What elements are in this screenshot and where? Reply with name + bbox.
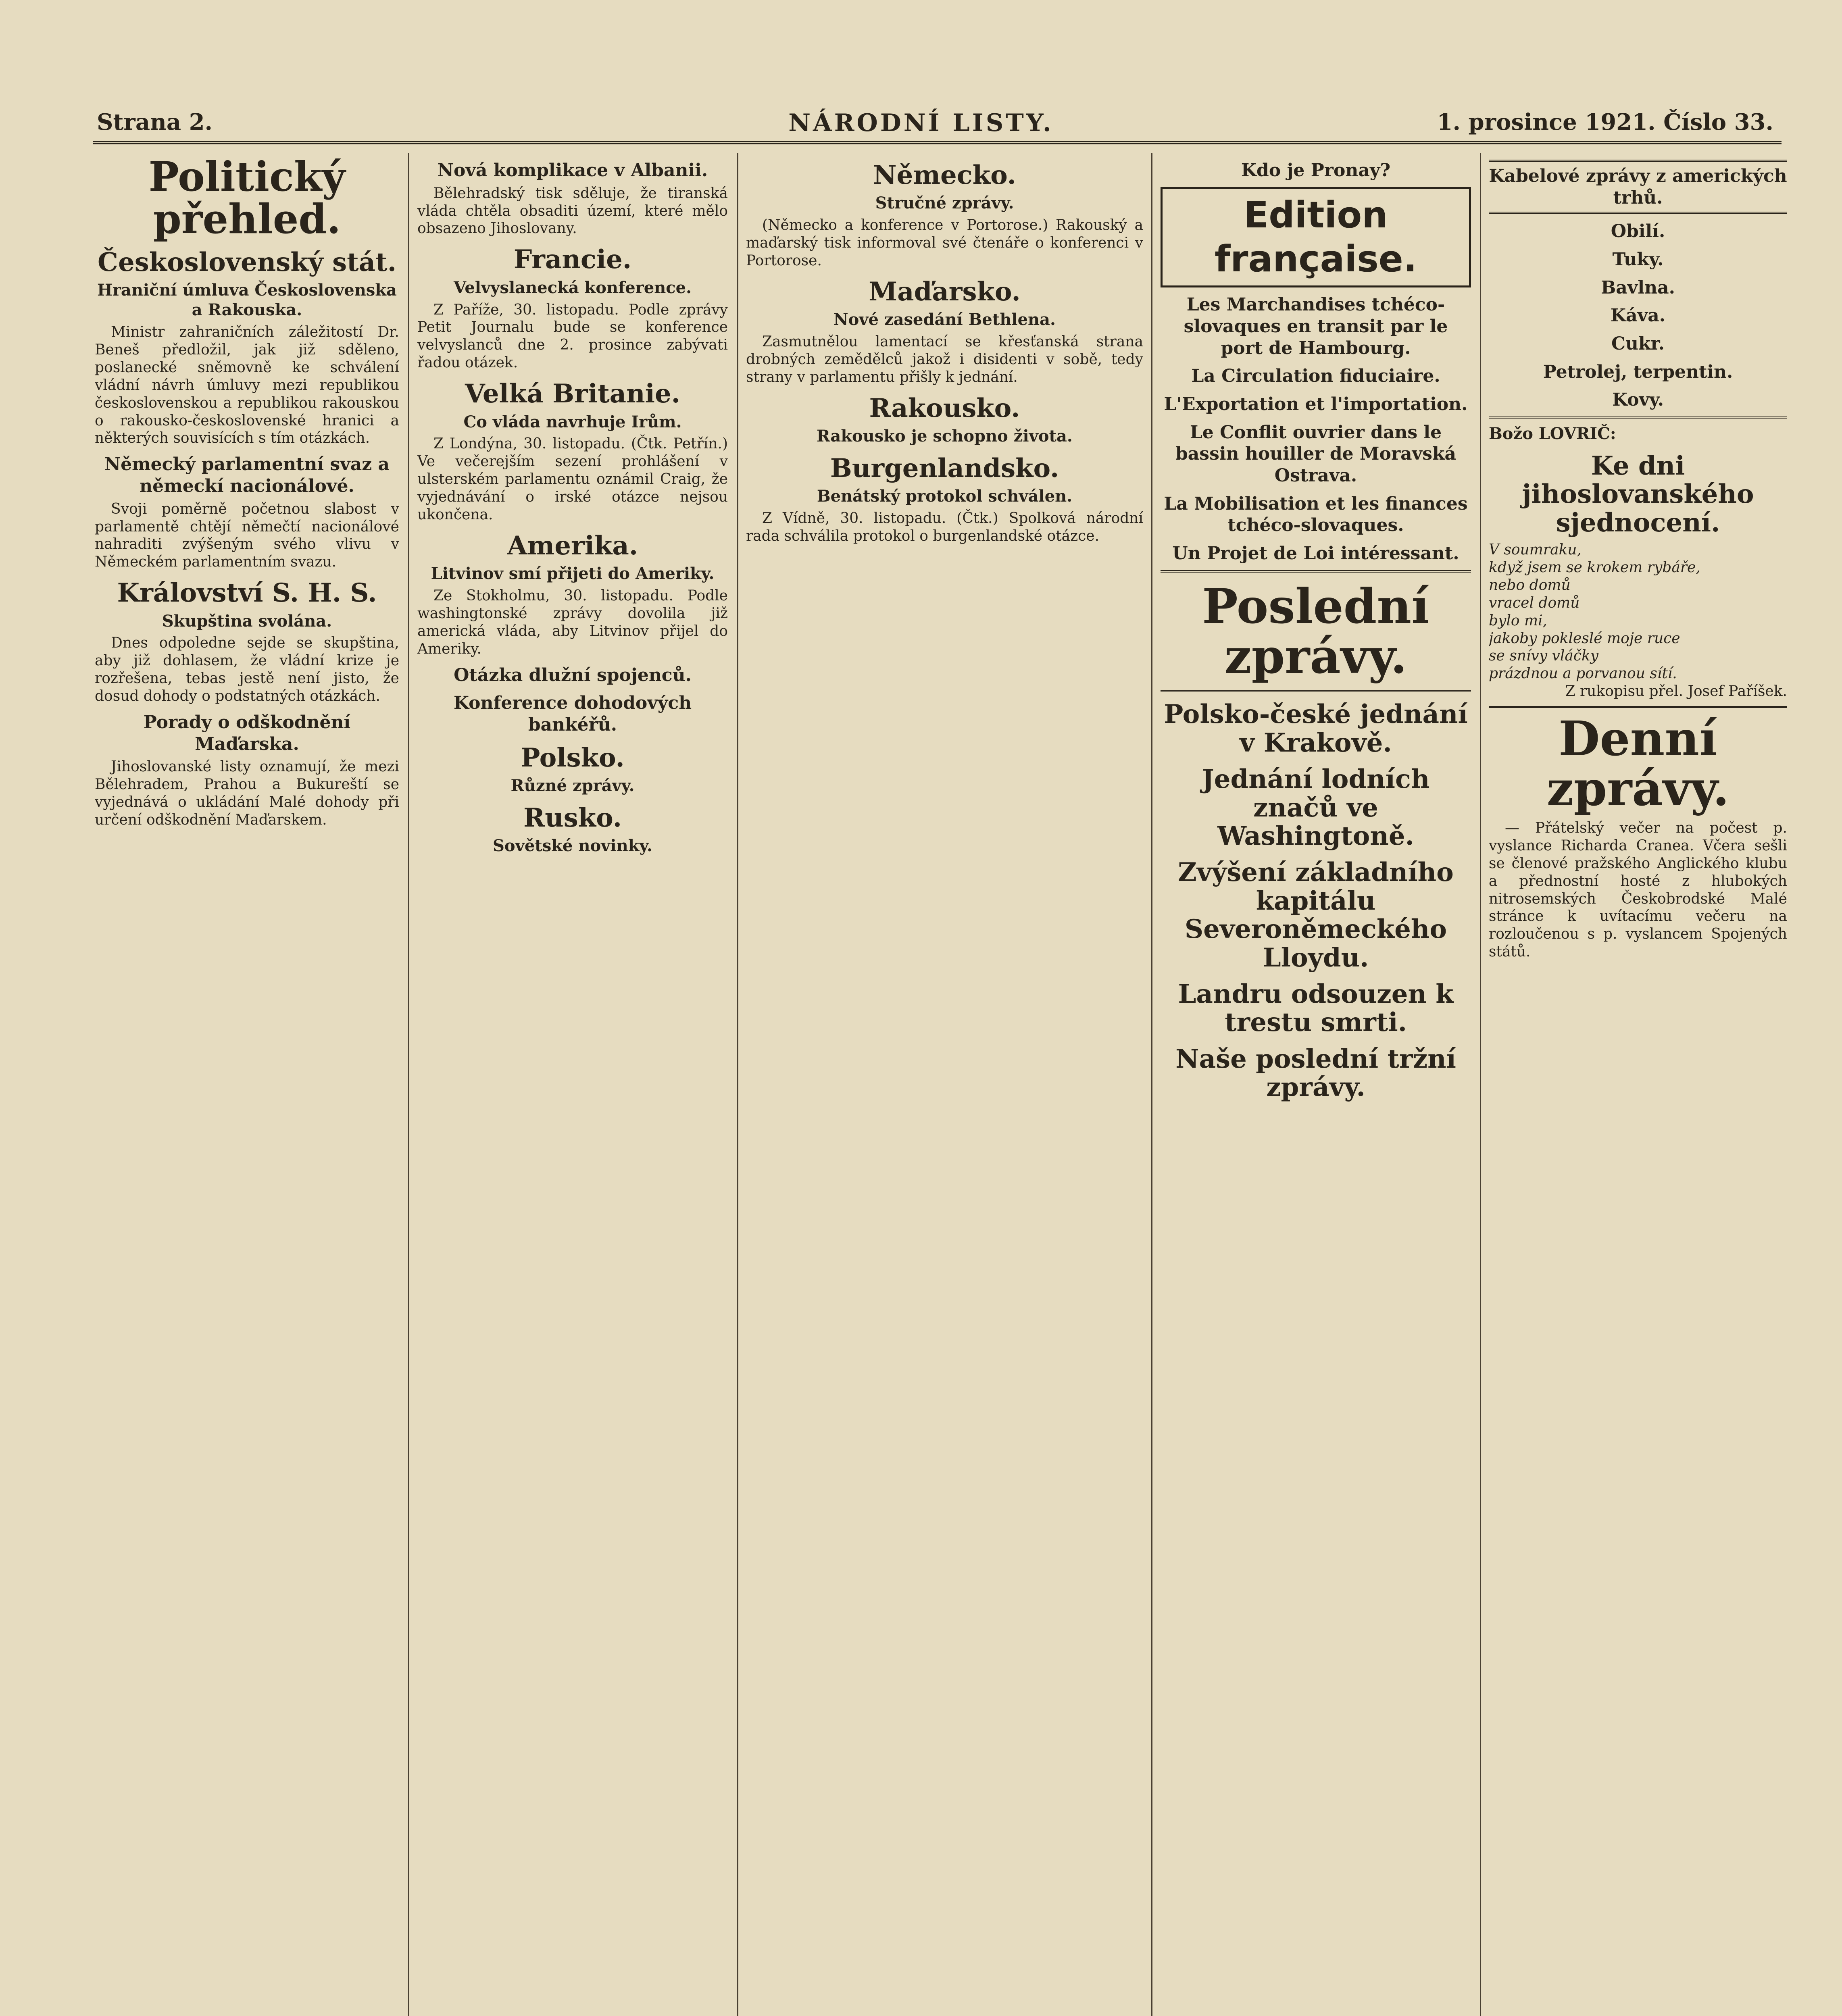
article-text: Svoji poměrně početnou slabost v parlamentě chtějí němečtí nacionálové nahraditi zvýšeným svého vlivu v Německém parlamentním svazu. [95, 500, 399, 571]
article-title: Otázka dlužní spojenců. [454, 664, 692, 685]
article-title: Polsko-české jednání v Krakově. [1164, 699, 1468, 758]
article-title: Československý stát. [98, 247, 396, 277]
last-news-title: Poslední zprávy. [1202, 578, 1429, 684]
article-subtitle: Stručné zprávy. [875, 194, 1014, 213]
article-text: Dnes odpoledne sejde se skupština, aby již dohlasem, že vládní krize je rozřešena, tebas jestě není jisto, že dosud dohody o podstatných otázkách. [95, 635, 399, 705]
article-text: Bělehradský tisk sděluje, že tiranská vláda chtěla obsaditi území, které mělo obsazeno Jihoslovany. [417, 185, 728, 237]
poem-line: bylo mi, [1489, 612, 1548, 629]
article-title: Francie. [513, 244, 632, 275]
article-title: Nová komplikace v Albanii. [437, 160, 708, 181]
poem-line: když jsem se krokem rybáře, [1489, 559, 1700, 576]
market-item: Obilí. [1611, 221, 1665, 242]
poem-note: Z rukopisu přel. Josef Paříšek. [1565, 683, 1787, 700]
article-title: Polsko. [521, 742, 625, 773]
market-title: Kabelové zprávy z amerických trhů. [1489, 160, 1787, 214]
article-subtitle: Různé zprávy. [511, 776, 635, 796]
poem-author: Božo LOVRIČ: [1489, 424, 1616, 444]
article-title: Zvýšení základního kapitálu Severoněmeckého Lloydu. [1178, 857, 1454, 973]
article-title: Rusko. [523, 802, 622, 833]
poem-line: se snívy vláčky [1489, 648, 1599, 664]
header-rule [93, 141, 1782, 144]
article-text: Z Paříže, 30. listopadu. Podle zprávy Petit Journalu bude se konference velvyslanců dne 2. prosince zabývati řadou otázek. [417, 301, 728, 371]
column-2 [417, 153, 728, 2016]
article-title: Kdo je Pronay? [1241, 160, 1391, 181]
poem-line: prázdnou a porvanou sítí. [1489, 665, 1677, 682]
article-title: L'Exportation et l'importation. [1164, 394, 1468, 414]
poem-line: jakoby pokleslé moje ruce [1489, 630, 1680, 647]
article-title: Jednání lodních značů ve Washingtoně. [1202, 764, 1430, 851]
article-subtitle: Litvinov smí přijeti do Ameriky. [431, 564, 715, 583]
poem-title: Ke dni jihoslovanského sjednocení. [1522, 450, 1754, 538]
column-1 [95, 153, 399, 2016]
article-text: Jihoslovanské listy oznamují, že mezi Bělehradem, Prahou a Bukureští se vyjednává o ukládání Malé dohody při určení odškodnění Maďarskem. [95, 758, 399, 829]
column-rule [408, 153, 409, 2016]
article-title: Les Marchandises tchéco-slovaques en transit par le port de Hambourg. [1184, 294, 1448, 358]
poem-line: vracel domů [1489, 594, 1580, 611]
article-title: Porady o odškodnění Maďarska. [143, 712, 351, 754]
article-text: Ze Stokholmu, 30. listopadu. Podle washingtonské zprávy dovolila již americká vláda, aby Litvinov přijel do Ameriky. [417, 587, 728, 657]
article-subtitle: Skupština svolána. [162, 611, 332, 631]
daily-news-title: Denní zprávy. [1546, 710, 1729, 817]
poem-line: V soumraku, [1489, 541, 1582, 558]
article-title: Velká Britanie. [465, 379, 680, 409]
poem-line: nebo domů [1489, 577, 1571, 594]
issue-date: 1. prosince 1921. Číslo 33. [1437, 109, 1773, 135]
article-title: Landru odsouzen k trestu smrti. [1178, 979, 1454, 1038]
article-title: Konference dohodových bankéřů. [453, 693, 692, 735]
article-subtitle: Hraniční úmluva Československa a Rakouska. [97, 281, 397, 320]
edition-francaise-title: Edition française. [1161, 187, 1471, 288]
market-item: Tuky. [1612, 249, 1664, 270]
poem-lines [1489, 541, 1787, 683]
article-title: Un Projet de Loi intéressant. [1172, 543, 1459, 564]
article-title: Království S. H. S. [117, 578, 377, 608]
article-text: Ministr zahraničních záležitostí Dr. Beneš předložil, jak již sděleno, poslanecké sněmovně ke schválení vládní návrh úmluvy mezi republikou československou a republikou rakouskou o rakousko-československé hranici a některých souvisících s tím otázkách. [95, 323, 399, 447]
column-4 [1161, 153, 1471, 2016]
article-title: Burgenlandsko. [830, 453, 1059, 483]
column-3 [746, 153, 1143, 2016]
market-item: Bavlna. [1601, 277, 1675, 298]
article-title: Le Conflit ouvrier dans le bassin houiller de Moravská Ostrava. [1175, 422, 1456, 486]
article-title: Německý parlamentní svaz a německí nacionálové. [104, 454, 390, 496]
article-text: Zasmutnělou lamentací se křesťanská strana drobných zemědělců jakož i disidenti v sobě, tedy strany v parlamentu přišly k jednání. [746, 333, 1143, 385]
column-5 [1489, 153, 1787, 2016]
section-title: Politický přehled. [148, 153, 346, 243]
article-text: — Přátelský večer na počest p. vyslance Richarda Cranea. Včera sešli se členové pražského Anglického klubu a přednostní hosté z hlubokých nitrosemských Českobrodské Malé stránce k uvítacímu večeru na rozloučenou s p. vyslancem Spojených států. [1489, 819, 1787, 960]
article-subtitle: Sovětské novinky. [493, 836, 652, 856]
article-subtitle: Rakousko je schopno života. [817, 427, 1073, 446]
article-subtitle: Co vláda navrhuje Irům. [463, 412, 682, 431]
article-title: Naše poslední tržní zprávy. [1175, 1043, 1456, 1103]
article-text: (Německo a konference v Portorose.) Rakouský a maďarský tisk informoval své čtenáře o konferenci v Portorose. [746, 217, 1143, 269]
market-item: Kovy. [1612, 389, 1664, 410]
article-subtitle: Benátský protokol schválen. [817, 487, 1073, 506]
column-rule [1151, 153, 1152, 2016]
article-title: Německo. [873, 160, 1016, 190]
article-title: Amerika. [507, 530, 638, 561]
market-items [1489, 221, 1787, 411]
article-title: Rakousko. [869, 393, 1020, 423]
article-title: La Circulation fiduciaire. [1191, 366, 1440, 387]
article-subtitle: Velvyslanecká konference. [453, 278, 692, 297]
article-title: La Mobilisation et les finances tchéco-slovaques. [1164, 493, 1468, 536]
market-item: Káva. [1610, 305, 1666, 326]
market-item: Cukr. [1611, 333, 1665, 354]
market-item: Petrolej, terpentin. [1543, 361, 1733, 382]
column-rule [737, 153, 738, 2016]
article-title: Maďarsko. [869, 276, 1021, 307]
article-text: Z Londýna, 30. listopadu. (Čtk. Petřín.) Ve večerejším sezení prohlášení v ulsterském parlamentu oznámil Craig, že vyjednávání o irské otázce nejsou ukončena. [417, 435, 728, 523]
article-text: Z Vídně, 30. listopadu. (Čtk.) Spolková národní rada schválila protokol o burgenlandské otázce. [746, 510, 1143, 545]
newspaper-title: NÁRODNÍ LISTY. [788, 109, 1054, 137]
column-rule [1480, 153, 1481, 2016]
article-subtitle: Nové zasedání Bethlena. [833, 310, 1056, 329]
page-number: Strana 2. [97, 109, 213, 135]
